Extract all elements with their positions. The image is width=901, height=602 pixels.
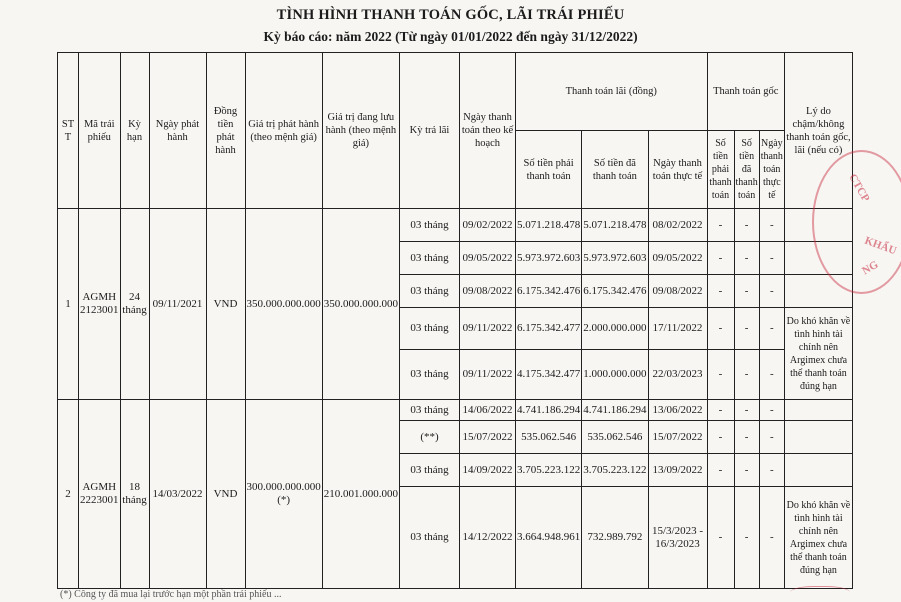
bond-issue-value-note: (*) xyxy=(277,494,291,506)
header-term: Kỳ hạn xyxy=(120,53,149,209)
table-row xyxy=(58,209,853,242)
header-interest-period: Kỳ trả lãi xyxy=(400,53,460,209)
interest-paid-cell: 1.000.000.000 xyxy=(582,350,648,400)
actual-date-cell: 09/08/2022 xyxy=(648,275,707,308)
bond-outstanding-value: 350.000.000.000 xyxy=(322,209,399,400)
interest-paid-cell: 5.071.218.478 xyxy=(582,209,648,242)
principal-date-cell: - xyxy=(759,242,784,275)
bond-term: 24 tháng xyxy=(120,209,149,400)
principal-paid-cell: - xyxy=(734,242,759,275)
period-cell: 03 tháng xyxy=(400,400,460,421)
footnote: (*) Công ty đã mua lại trước hạn một phần trái phiếu ... xyxy=(60,589,282,600)
bond-payment-table xyxy=(57,52,853,589)
bond-code: AGMH 2223001 xyxy=(79,400,121,589)
bond-outstanding-value: 210.001.000.000 xyxy=(322,400,399,589)
principal-due-cell: - xyxy=(707,209,734,242)
period-cell: 03 tháng xyxy=(400,350,460,400)
principal-due-cell: - xyxy=(707,400,734,421)
period-cell: 03 tháng xyxy=(400,275,460,308)
header-interest-due: Số tiền phải thanh toán xyxy=(516,131,582,209)
header-principal-payment: Thanh toán gốc xyxy=(707,53,784,131)
bond-issue-value: 300.000.000.000 xyxy=(246,481,321,493)
planned-date-cell: 09/08/2022 xyxy=(460,275,516,308)
reason-cell xyxy=(784,400,852,421)
reason-cell xyxy=(784,209,852,242)
header-principal-due: Số tiền phải thanh toán xyxy=(707,131,734,209)
interest-due-cell: 535.062.546 xyxy=(516,421,582,454)
planned-date-cell: 09/02/2022 xyxy=(460,209,516,242)
period-cell: 03 tháng xyxy=(400,454,460,487)
principal-date-cell: - xyxy=(759,487,784,589)
planned-date-cell: 09/11/2022 xyxy=(460,350,516,400)
interest-due-cell: 3.705.223.122 xyxy=(516,454,582,487)
principal-paid-cell: - xyxy=(734,209,759,242)
header-interest-actual-date: Ngày thanh toán thực tế xyxy=(648,131,707,209)
seal-text-top: CTCP xyxy=(846,172,872,204)
reason-cell xyxy=(784,421,852,454)
delay-reason: Do khó khăn về tình hình tài chính nên Argimex chưa thể thanh toán đúng hạn xyxy=(784,487,852,589)
interest-paid-cell: 6.175.342.476 xyxy=(582,275,648,308)
period-cell: 03 tháng xyxy=(400,308,460,350)
bond-issue-date: 09/11/2021 xyxy=(149,209,206,400)
bond-currency: VND xyxy=(206,400,245,589)
planned-date-cell: 09/05/2022 xyxy=(460,242,516,275)
signature-mark xyxy=(790,586,850,602)
bond-issue-value: 350.000.000.000 xyxy=(245,209,322,400)
reason-cell xyxy=(784,275,852,308)
principal-date-cell: - xyxy=(759,350,784,400)
principal-paid-cell: - xyxy=(734,400,759,421)
planned-date-cell: 14/09/2022 xyxy=(460,454,516,487)
actual-date-cell: 09/05/2022 xyxy=(648,242,707,275)
principal-due-cell: - xyxy=(707,421,734,454)
interest-due-cell: 5.071.218.478 xyxy=(516,209,582,242)
actual-date-cell: 17/11/2022 xyxy=(648,308,707,350)
bond-stt: 2 xyxy=(58,400,79,589)
principal-date-cell: - xyxy=(759,421,784,454)
header-principal-paid: Số tiền đã thanh toán xyxy=(734,131,759,209)
principal-paid-cell: - xyxy=(734,487,759,589)
interest-paid-cell: 5.973.972.603 xyxy=(582,242,648,275)
actual-date-cell: 13/09/2022 xyxy=(648,454,707,487)
header-stt: STT xyxy=(58,53,79,209)
principal-due-cell: - xyxy=(707,350,734,400)
principal-paid-cell: - xyxy=(734,275,759,308)
reason-cell xyxy=(784,454,852,487)
principal-paid-cell: - xyxy=(734,350,759,400)
bond-term: 18 tháng xyxy=(120,400,149,589)
interest-due-cell: 5.973.972.603 xyxy=(516,242,582,275)
principal-paid-cell: - xyxy=(734,308,759,350)
interest-due-cell: 6.175.342.477 xyxy=(516,308,582,350)
actual-date-cell: 15/07/2022 xyxy=(648,421,707,454)
principal-due-cell: - xyxy=(707,242,734,275)
planned-date-cell: 14/12/2022 xyxy=(460,487,516,589)
principal-date-cell: - xyxy=(759,308,784,350)
bond-code: AGMH 2123001 xyxy=(79,209,121,400)
period-cell: 03 tháng xyxy=(400,209,460,242)
bond-issue-value-cell xyxy=(245,400,322,589)
seal-text-bottom: NG xyxy=(860,258,881,278)
delay-reason: Do khó khăn về tình hình tài chính nên Argimex chưa thể thanh toán đúng hạn xyxy=(784,308,852,400)
actual-date-cell: 15/3/2023 - 16/3/2023 xyxy=(648,487,707,589)
interest-due-cell: 4.741.186.294 xyxy=(516,400,582,421)
header-currency: Đồng tiền phát hành xyxy=(206,53,245,209)
principal-date-cell: - xyxy=(759,400,784,421)
header-outstanding-value: Giá trị đang lưu hành (theo mệnh giá) xyxy=(322,53,399,209)
planned-date-cell: 09/11/2022 xyxy=(460,308,516,350)
interest-paid-cell: 3.705.223.122 xyxy=(582,454,648,487)
interest-due-cell: 6.175.342.476 xyxy=(516,275,582,308)
bond-currency: VND xyxy=(206,209,245,400)
header-issue-value: Giá trị phát hành (theo mệnh giá) xyxy=(245,53,322,209)
table-row xyxy=(58,400,853,421)
interest-due-cell: 3.664.948.961 xyxy=(516,487,582,589)
period-cell: 03 tháng xyxy=(400,487,460,589)
period-cell: (**) xyxy=(400,421,460,454)
interest-paid-cell: 732.989.792 xyxy=(582,487,648,589)
actual-date-cell: 08/02/2022 xyxy=(648,209,707,242)
principal-date-cell: - xyxy=(759,454,784,487)
header-principal-actual-date: Ngày thanh toán thực tế xyxy=(759,131,784,209)
header-planned-date: Ngày thanh toán theo kế hoạch xyxy=(460,53,516,209)
seal-text-middle: KHẨU xyxy=(862,234,899,258)
reason-cell xyxy=(784,242,852,275)
header-bond-code: Mã trái phiếu xyxy=(79,53,121,209)
principal-paid-cell: - xyxy=(734,421,759,454)
report-period: Kỳ báo cáo: năm 2022 (Từ ngày 01/01/2022 đến ngày 31/12/2022) xyxy=(263,29,638,44)
header-interest-payment: Thanh toán lãi (đồng) xyxy=(516,53,708,131)
planned-date-cell: 14/06/2022 xyxy=(460,400,516,421)
actual-date-cell: 22/03/2023 xyxy=(648,350,707,400)
principal-paid-cell: - xyxy=(734,454,759,487)
header-interest-paid: Số tiền đã thanh toán xyxy=(582,131,648,209)
interest-due-cell: 4.175.342.477 xyxy=(516,350,582,400)
principal-due-cell: - xyxy=(707,275,734,308)
principal-due-cell: - xyxy=(707,308,734,350)
principal-date-cell: - xyxy=(759,209,784,242)
planned-date-cell: 15/07/2022 xyxy=(460,421,516,454)
bond-stt: 1 xyxy=(58,209,79,400)
header-delay-reason: Lý do chậm/không thanh toán gốc, lãi (nếu có) xyxy=(784,53,852,209)
interest-paid-cell: 4.741.186.294 xyxy=(582,400,648,421)
principal-due-cell: - xyxy=(707,454,734,487)
interest-paid-cell: 535.062.546 xyxy=(582,421,648,454)
actual-date-cell: 13/06/2022 xyxy=(648,400,707,421)
principal-date-cell: - xyxy=(759,275,784,308)
principal-due-cell: - xyxy=(707,487,734,589)
period-cell: 03 tháng xyxy=(400,242,460,275)
interest-paid-cell: 2.000.000.000 xyxy=(582,308,648,350)
report-title: TÌNH HÌNH THANH TOÁN GỐC, LÃI TRÁI PHIẾU xyxy=(276,7,625,23)
bond-issue-date: 14/03/2022 xyxy=(149,400,206,589)
header-issue-date: Ngày phát hành xyxy=(149,53,206,209)
